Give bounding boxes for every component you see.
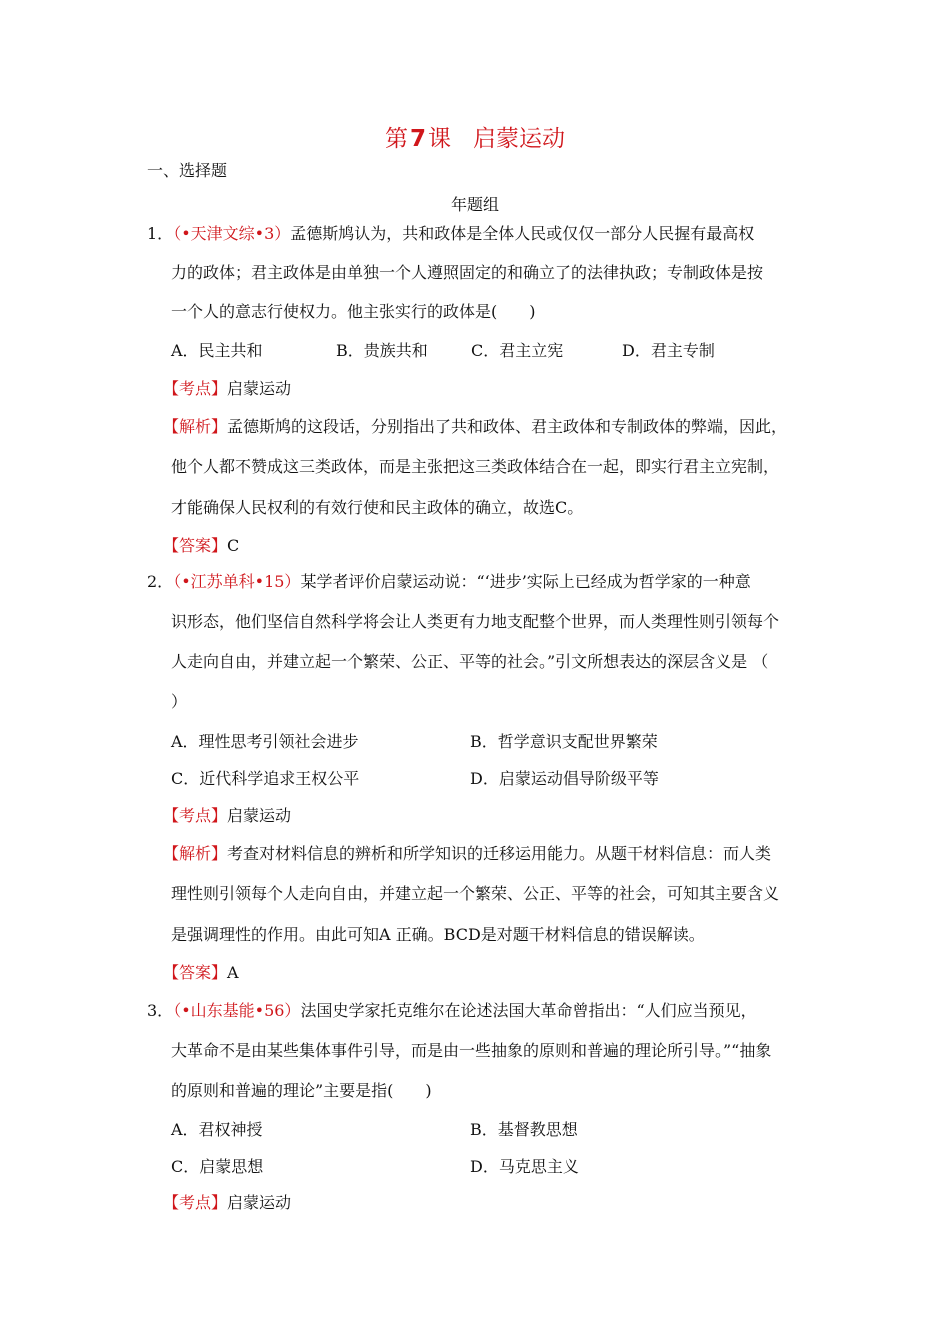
daan-text: C [227, 536, 240, 555]
question-3-line-1 [147, 1000, 757, 1022]
question-stem: 某学者评价启蒙运动说：“‘进步’实际上已经成为哲学家的一种意 [300, 572, 751, 591]
daan-2 [163, 962, 239, 984]
question-source: （•江苏单科•15） [173, 572, 301, 591]
question-stem: 孟德斯鸠认为，共和政体是全体人民或仅仅一部分人民握有最高权 [290, 224, 755, 243]
option-d: D．启蒙运动倡导阶级平等 [470, 769, 659, 788]
question-source: （•山东基能•56） [173, 1001, 301, 1020]
question-1-line-2: 力的政体；君主政体是由单独一个人遵照固定的和确立了的法律执政；专制政体是按 [171, 263, 764, 282]
daan-1 [163, 535, 239, 557]
kaodian-text: 启蒙运动 [227, 1193, 292, 1212]
section-heading: 一、选择题 [147, 161, 228, 180]
question-number: 3． [147, 1001, 174, 1020]
option-b: B．哲学意识支配世界繁荣 [470, 732, 658, 751]
question-3-line-2: 大革命不是由某些集体事件引导，而是由一些抽象的原则和普遍的理论所引导。”“抽象 [171, 1041, 772, 1060]
option-d: D．君主专制 [622, 341, 715, 360]
option-d: D．马克思主义 [470, 1157, 579, 1176]
option-a: A．君权神授 [171, 1120, 263, 1139]
question-2-line-1 [147, 571, 751, 593]
kaodian-3 [163, 1192, 291, 1214]
jiexi-1-line-2: 他个人都不赞成这三类政体，而是主张把这三类政体结合在一起，即实行君主立宪制， [171, 457, 780, 476]
option-a: A．理性思考引领社会进步 [171, 732, 359, 751]
jiexi-label: 【解析】 [163, 844, 228, 863]
question-1-line-3: 一个人的意志行使权力。他主张实行的政体是( ) [171, 302, 536, 321]
question-number: 1． [147, 224, 174, 243]
question-source: （•天津文综•3） [173, 224, 291, 243]
jiexi-2-line-1 [163, 843, 771, 865]
daan-label: 【答案】 [163, 963, 228, 982]
question-2-line-4: ） [171, 692, 188, 711]
question-number: 2． [147, 572, 174, 591]
daan-text: A [227, 963, 239, 982]
kaodian-1 [163, 378, 291, 400]
kaodian-text: 启蒙运动 [227, 806, 292, 825]
jiexi-2-line-3: 是强调理性的作用。由此可知A 正确。BCD是对题干材料信息的错误解读。 [171, 925, 705, 944]
kaodian-label: 【考点】 [163, 806, 228, 825]
option-c: C．君主立宪 [471, 341, 564, 360]
jiexi-text: 考查对材料信息的辨析和所学知识的迁移运用能力。从题干材料信息：而人类 [227, 844, 772, 863]
title-name: 启蒙运动 [473, 126, 565, 152]
kaodian-label: 【考点】 [163, 379, 228, 398]
kaodian-text: 启蒙运动 [227, 379, 292, 398]
jiexi-2-line-2: 理性则引领每个人走向自由，并建立起一个繁荣、公正、平等的社会，可知其主要含义 [171, 884, 780, 903]
jiexi-1-line-3: 才能确保人民权利的有效行使和民主政体的确立，故选C。 [171, 498, 584, 517]
jiexi-1-line-1 [163, 416, 787, 438]
option-b: B．贵族共和 [336, 341, 428, 360]
question-2-line-2: 识形态，他们坚信自然科学将会让人类更有力地支配整个世界，而人类理性则引领每个 [171, 612, 780, 631]
option-a: A．民主共和 [171, 341, 263, 360]
question-3-line-3: 的原则和普遍的理论”主要是指( ) [171, 1081, 432, 1100]
question-1-line-1 [147, 223, 754, 245]
title-number: 7 [409, 126, 426, 152]
daan-label: 【答案】 [163, 536, 228, 555]
kaodian-label: 【考点】 [163, 1193, 228, 1212]
option-c: C．启蒙思想 [171, 1157, 264, 1176]
option-b: B．基督教思想 [470, 1120, 578, 1139]
jiexi-text: 孟德斯鸠的这段话，分别指出了共和政体、君主政体和专制政体的弊端，因此， [227, 417, 788, 436]
option-c: C．近代科学追求王权公平 [171, 769, 360, 788]
title-suffix: 课 [428, 126, 451, 152]
group-heading: 年题组 [450, 195, 499, 214]
title-prefix: 第 [384, 126, 408, 152]
lesson-title [0, 120, 950, 153]
question-2-line-3: 人走向自由，并建立起一个繁荣、公正、平等的社会。”引文所想表达的深层含义是 （ [171, 652, 769, 671]
question-stem: 法国史学家托克维尔在论述法国大革命曾指出：“人们应当预见， [300, 1001, 757, 1020]
kaodian-2 [163, 805, 291, 827]
jiexi-label: 【解析】 [163, 417, 228, 436]
